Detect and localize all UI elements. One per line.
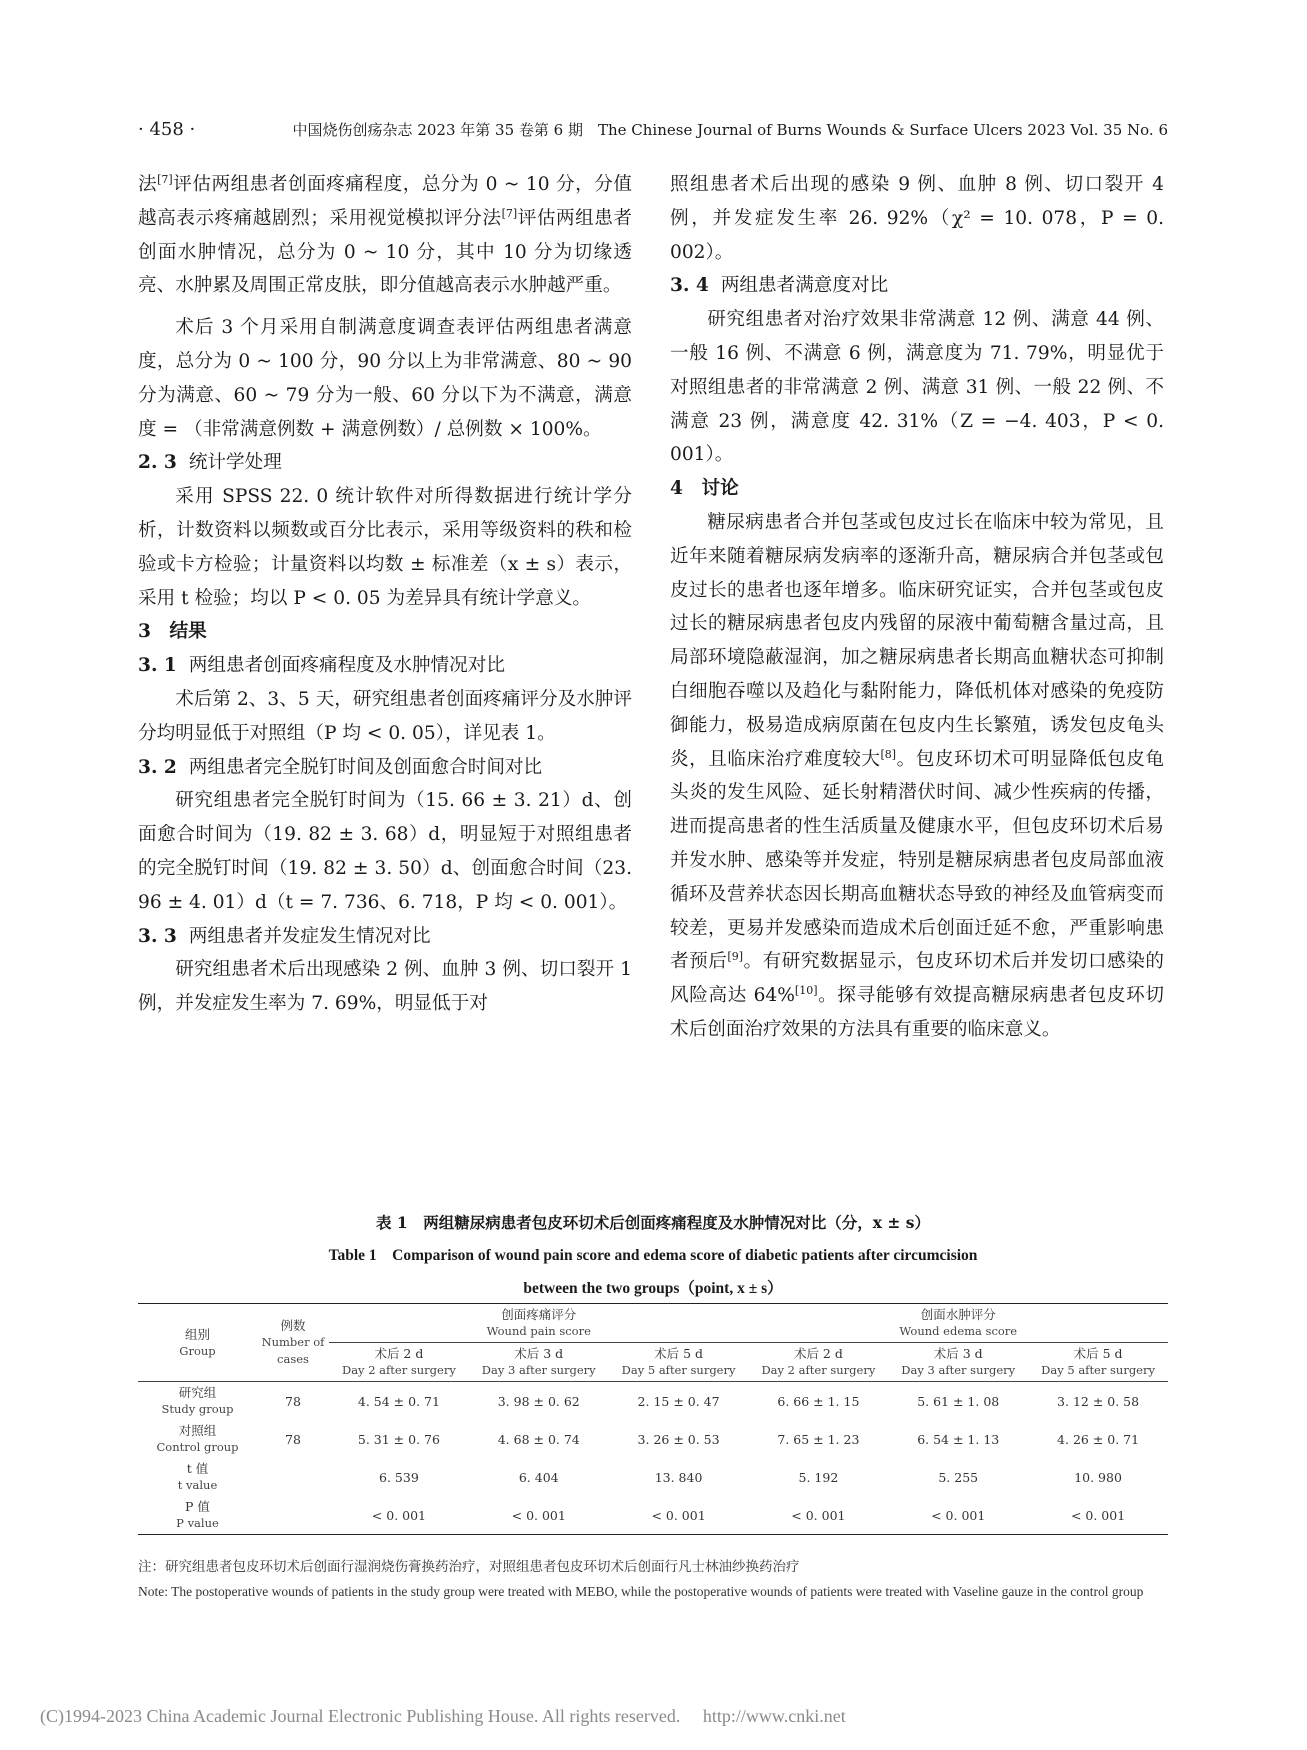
paragraph-result-3-4: 研究组患者对治疗效果非常满意 12 例、满意 44 例、一般 16 例、不满意 6 例，满意度为 71. 79%，明显优于对照组患者的非常满意 2 例、满意 31 例、一般 22 例、不满意 23 例，满意度 42. 31%（Z = −4. 403，P < 0. 001）。 xyxy=(670,309,1164,466)
text-fragment: 。探寻能够有效提高糖尿病患者包皮环切术后创面治疗效果的方法具有重要的临床意义。 xyxy=(670,985,1164,1040)
table-caption-en-cont: between the two groups（point, x ± s） xyxy=(523,1280,783,1297)
table-note-en: Note: The postoperative wounds of patients in the study group were treated with MEBO, while the postoperative wounds of patients were treated with Vaseline gauze in the control group xyxy=(138,1584,1144,1599)
section-title: 两组患者完全脱钉时间及创面愈合时间对比 xyxy=(188,756,543,778)
text-fragment: 。包皮环切术可明显降低包皮龟头炎的发生风险、延长射精潜伏时间、减少性疾病的传播，进而提高患者的性生活质量及健康水平，但包皮环切术后易并发水肿、感染等并发症，特别是糖尿病患者包皮局部血液循环及营养状态因长期高血糖状态导致的神经及血管病变而较差，更易并发感染而造成术后创面迁延不愈，严重影响患者预后 xyxy=(670,748,1164,973)
paragraph-statistics: 采用 SPSS 22. 0 统计软件对所得数据进行统计学分析，计数资料以频数或百分比表示，采用等级资料的秩和检验或卡方检验；计量资料以均数 ± 标准差（x ± s）表示，采用 t 检验；均以 P < 0. 05 为差异具有统计学意义。 xyxy=(138,486,632,609)
header-label: 术后 2 d xyxy=(793,1346,843,1361)
table-row xyxy=(138,1458,1168,1496)
text-fragment: 评估两组患者创面疼痛程度，总分为 0 ~ 10 分，分值越高表示疼痛越剧烈；采用视觉模拟评分法 xyxy=(138,174,632,229)
header-label: Wound edema score xyxy=(899,1324,1018,1338)
row-label-en: P value xyxy=(176,1516,219,1530)
header-label: Day 2 after surgery xyxy=(761,1363,876,1377)
section-title: 两组患者并发症发生情况对比 xyxy=(188,925,431,947)
header-label: 术后 5 d xyxy=(1073,1346,1123,1361)
paragraph-result-3-3: 研究组患者术后出现感染 2 例、血肿 3 例、切口裂开 1 例，并发症发生率为 7. 69%，明显低于对 xyxy=(138,959,632,1015)
section-number: 2. 3 xyxy=(138,452,177,474)
table-row xyxy=(138,1382,1168,1421)
section-heading-4: 4 讨论 xyxy=(670,478,739,500)
table-row xyxy=(138,1420,1168,1458)
table-cell: 2. 15 ± 0. 47 xyxy=(637,1393,720,1409)
header-label: 术后 5 d xyxy=(654,1346,704,1361)
table-cell: 6. 404 xyxy=(518,1469,559,1485)
header-label: Day 3 after surgery xyxy=(901,1363,1016,1377)
row-label-cn: t 值 xyxy=(186,1461,209,1476)
text-fragment: 糖尿病患者合并包茎或包皮过长在临床中较为常见，且近年来随着糖尿病发病率的逐渐升高，糖尿病合并包茎或包皮过长的患者也逐年增多。临床研究证实，合并包茎或包皮过长的糖尿病患者包皮内残留的尿液中葡萄糖含量过高，且局部环境隐蔽湿润，加之糖尿病患者长期高血糖状态可抑制白细胞吞噬以及趋化与黏附能力，降低机体对感染的免疫防御能力，极易造成病原菌在包皮内生长繁殖，诱发包皮龟头炎，且临床治疗难度较大 xyxy=(670,511,1164,770)
table-note-cn: 注：研究组患者包皮环切术后创面行湿润烧伤膏换药治疗，对照组患者包皮环切术后创面行凡士林油纱换药治疗 xyxy=(138,1559,800,1575)
paragraph-satisfaction-method: 术后 3 个月采用自制满意度调查表评估两组患者满意度，总分为 0 ~ 100 分，90 分以上为非常满意、80 ~ 90 分为满意、60 ~ 79 分为一般、60 分以下为不满意，满意度 = （非常满意例数 + 满意例数）/ 总例数 × 100%。 xyxy=(138,317,632,440)
header-label: 例数 xyxy=(280,1318,306,1333)
citation-ref: [10] xyxy=(794,983,818,997)
header-label: 创面疼痛评分 xyxy=(501,1307,577,1322)
row-label xyxy=(138,1496,257,1535)
row-label xyxy=(138,1382,257,1421)
header-label: Wound pain score xyxy=(486,1324,591,1338)
row-label-en: t value xyxy=(177,1478,218,1492)
table-cell: 10. 980 xyxy=(1074,1469,1122,1485)
row-label-en: Control group xyxy=(156,1440,239,1454)
table-cell: 5. 31 ± 0. 76 xyxy=(357,1431,440,1447)
table-cell: < 0. 001 xyxy=(1070,1507,1126,1523)
table-cell: 78 xyxy=(285,1393,301,1409)
text-fragment: 法 xyxy=(138,174,158,195)
table-cell: < 0. 001 xyxy=(511,1507,566,1523)
header-label: Day 3 after surgery xyxy=(481,1363,596,1377)
table-cell: 4. 26 ± 0. 71 xyxy=(1057,1431,1140,1447)
section-title: 统计学处理 xyxy=(188,452,282,474)
citation-ref: [7] xyxy=(501,206,518,220)
table-cell: 78 xyxy=(285,1431,301,1447)
right-column xyxy=(670,168,1164,1047)
page-number: · 458 · xyxy=(138,119,196,140)
table-cell: 4. 54 ± 0. 71 xyxy=(357,1393,440,1409)
table-caption-en: Table 1 Comparison of wound pain score and edema score of diabetic patients after circumcision xyxy=(328,1247,978,1264)
paragraph-result-3-2: 研究组患者完全脱钉时间为（15. 66 ± 3. 21）d、创面愈合时间为（19. 82 ± 3. 68）d，明显短于对照组患者的完全脱钉时间（19. 82 ± 3. 50）d、创面愈合时间（23. 96 ± 4. 01）d（t = 7. 736、6. 718，P 均 < 0. 001）。 xyxy=(138,790,632,913)
table-cell xyxy=(257,1496,329,1535)
copyright-footer: (C)1994-2023 China Academic Journal Electronic Publishing House. All rights reserved. http://www.cnki.net xyxy=(40,1706,846,1726)
header-label: 组别 xyxy=(184,1326,210,1342)
row-label-cn: 研究组 xyxy=(178,1385,217,1400)
header-cases xyxy=(257,1304,329,1382)
section-heading-3-2 xyxy=(138,751,632,785)
header-label: Number of cases xyxy=(261,1335,325,1366)
section-heading-3: 3 结果 xyxy=(138,621,207,643)
table-cell: < 0. 001 xyxy=(931,1507,986,1523)
table-cell: 7. 65 ± 1. 23 xyxy=(777,1431,860,1447)
running-header xyxy=(138,119,1168,149)
header-subcol xyxy=(329,1343,469,1382)
text-fragment: 评估两组患者创面水肿情况，总分为 0 ~ 10 分，其中 10 分为切缘透亮、水肿累及周围正常皮肤，即分值越高表示水肿越严重。 xyxy=(138,207,632,297)
paragraph-result-3-1: 术后第 2、3、5 天，研究组患者创面疼痛评分及水肿评分均明显低于对照组（P 均 < 0. 05），详见表 1。 xyxy=(138,688,632,744)
header-label: 术后 3 d xyxy=(514,1346,564,1361)
results-table xyxy=(138,1303,1168,1535)
table-cell: 4. 68 ± 0. 74 xyxy=(497,1431,580,1447)
section-number: 3. 3 xyxy=(138,925,177,947)
paragraph-pain-edema-method xyxy=(138,168,632,303)
running-head: 中国烧伤创疡杂志 2023 年第 35 卷第 6 期 The Chinese Journal of Burns Wounds & Surface Ulcers 2023 Vol. 35 No. 6 xyxy=(292,121,1168,139)
header-subcol xyxy=(888,1343,1028,1382)
section-number: 3. 1 xyxy=(138,655,177,677)
table-cell: 3. 12 ± 0. 58 xyxy=(1057,1393,1140,1409)
paragraph-discussion xyxy=(670,506,1164,1047)
citation-ref: [7] xyxy=(157,172,173,186)
citation-ref: [8] xyxy=(880,747,897,761)
header-label: 术后 3 d xyxy=(933,1346,983,1361)
paragraph-result-3-3-cont: 照组患者术后出现的感染 9 例、血肿 8 例、切口裂开 4 例，并发症发生率 26. 92%（χ² = 10. 078，P = 0. 002）。 xyxy=(670,174,1164,263)
header-subcol xyxy=(609,1343,749,1382)
table-cell: 6. 539 xyxy=(379,1469,419,1485)
table-cell: 5. 61 ± 1. 08 xyxy=(917,1393,1000,1409)
section-number: 3. 2 xyxy=(138,756,177,778)
table-cell: 6. 54 ± 1. 13 xyxy=(917,1431,1000,1447)
table-cell: < 0. 001 xyxy=(371,1507,427,1523)
section-heading-2-3 xyxy=(138,446,632,480)
header-label: Day 5 after surgery xyxy=(621,1363,736,1377)
table-caption-cn: 表 1 两组糖尿病患者包皮环切术后创面疼痛程度及水肿情况对比（分，x ± s） xyxy=(376,1213,930,1232)
header-subcol xyxy=(469,1343,609,1382)
table-cell: 3. 26 ± 0. 53 xyxy=(637,1431,720,1447)
table-cell: 5. 255 xyxy=(938,1469,979,1485)
header-subcol xyxy=(748,1343,888,1382)
header-label: 术后 2 d xyxy=(374,1346,424,1361)
section-heading-3-3 xyxy=(138,920,632,954)
table-cell: 5. 192 xyxy=(798,1469,839,1485)
table-cell: 13. 840 xyxy=(654,1469,703,1485)
row-label-cn: 对照组 xyxy=(178,1423,217,1438)
header-label: 创面水肿评分 xyxy=(920,1307,996,1322)
section-title: 两组患者创面疼痛程度及水肿情况对比 xyxy=(188,655,505,677)
section-number: 3. 4 xyxy=(670,275,709,297)
table-row xyxy=(138,1496,1168,1535)
header-label: Day 2 after surgery xyxy=(341,1363,456,1377)
header-pain xyxy=(329,1304,748,1343)
citation-ref: [9] xyxy=(727,950,743,964)
row-label-en: Study group xyxy=(161,1402,234,1416)
text-fragment: 。有研究数据显示，包皮环切术后并发切口感染的风险高达 64% xyxy=(670,951,1164,1007)
header-subcol xyxy=(1028,1343,1168,1382)
table-cell: < 0. 001 xyxy=(791,1507,846,1523)
header-label: Group xyxy=(179,1343,216,1358)
header-group xyxy=(138,1304,257,1382)
table-cell: 6. 66 ± 1. 15 xyxy=(777,1393,860,1409)
row-label-cn: P 值 xyxy=(185,1499,210,1514)
row-label xyxy=(138,1420,257,1458)
table-cell: < 0. 001 xyxy=(651,1507,706,1523)
table-cell xyxy=(257,1458,329,1496)
section-title: 两组患者满意度对比 xyxy=(720,275,889,297)
header-label: Day 5 after surgery xyxy=(1041,1363,1155,1377)
left-column xyxy=(138,168,632,1021)
row-label xyxy=(138,1458,257,1496)
section-heading-3-4 xyxy=(670,269,1164,303)
table-cell: 3. 98 ± 0. 62 xyxy=(497,1393,580,1409)
header-edema xyxy=(748,1304,1168,1343)
section-heading-3-1 xyxy=(138,649,632,683)
